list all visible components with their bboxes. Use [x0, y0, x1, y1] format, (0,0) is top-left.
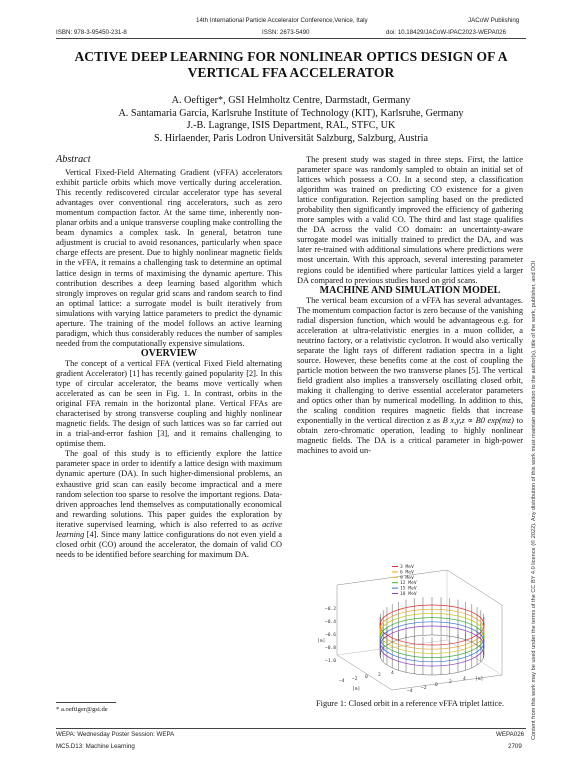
y-tick-label: 2 — [449, 680, 452, 685]
abstract-text: Vertical Fixed-Field Alternating Gradient (vFFA) accelerators exhibit particle orbits which move vertically during acceleration. This recently rediscovered circular accelerator type has several advantages over conventional ring accelerators, such as zero momentum compaction factor. At the same time, inherently non-planar orbits and a unique transverse coupling make controlling the beam dynamics a complex task. In general, betatron tune adjustment is crucial to avoid resonances, particularly when space charge effects are present. Due to highly nonlinear magnetic fields in the vFFA, it remains a challenging task to determine an optimal lattice design in terms of maximising the dynamic aperture. This contribution describes a deep learning based algorithm which strongly improves on regular grid scans and random search to find an optimal lattice: a surrogate model is built iteratively from simulations with varying lattice parameters to predict the dynamic aperture. The training of the model follows an active learning paradigm, which thus considerably reduces the number of samples needed from the computationally expensive simulations. — [56, 168, 282, 348]
overview-paragraph-1: The concept of a vertical FFA (vertical Fixed Field alternating gradient Accelerator) [1] has recently gained popularity [2]. In this type of circular accelerator, the beams move vertically when accelerated as can be seen in Fig. 1. In contrast, orbits in the original FFA remain in the horizontal plane. Vertical FFAs are characterised by strong transverse coupling and highly nonlinear magnetic fields. The design of such lattices was so far carried out in a trial-and-error fashion [3], and it remains challenging to optimise them. — [56, 358, 282, 449]
machine-paragraph — [297, 296, 523, 457]
left-column — [56, 155, 282, 560]
orbit-traces — [380, 597, 484, 675]
energy-legend — [392, 564, 417, 597]
y-tick-label: −4 — [407, 689, 413, 694]
field-formula: B x,y,z ∝ B0 exp(mz) — [442, 416, 514, 426]
page-number: 2709 — [508, 743, 522, 750]
author-list — [56, 95, 526, 145]
machine-text-a: The vertical beam excursion of a vFFA has several advantages. The momentum compaction factor is zero because of the vanishing radial dispersion function, which would be advantageous e.g. for acceleration at ultra-relativistic energies in a muon collider, a neutrino factory, or a relativistic cyclotron. It would also vertically separate the light rays of different radiation spectra in a light source. However, these benefits come at the cost of coupling the particle motion between the two transverse planes [5]. The vertical field gradient also implies a transversely oscillating closed orbit, making it challenging to derive essential accelerator parameters and optics other than by numerical modelling. In addition to this, the scaling condition requires magnetic fields that increase exponentially in the vertical direction z as — [297, 295, 523, 426]
z-tick-label: −0.6 — [325, 633, 337, 638]
y-axis-ticks — [407, 676, 466, 694]
x-axis-ticks — [339, 670, 394, 684]
x-tick-label: −4 — [339, 679, 345, 684]
issn: ISSN: 2673-5490 — [262, 29, 310, 36]
z-tick-label: −0.8 — [325, 646, 337, 651]
legend-entry: 6 MeV — [400, 570, 414, 576]
footnote-rule — [56, 702, 116, 703]
x-tick-label: −2 — [352, 677, 358, 682]
footnote-email: * a.oeftiger@gsi.de — [56, 706, 108, 713]
conference-name: 14th International Particle Accelerator Conference,Venice, Italy — [196, 17, 368, 24]
publisher-name: JACoW Publishing — [468, 17, 520, 24]
right-column — [297, 155, 523, 456]
legend-entry: 9 MeV — [400, 575, 414, 581]
title-line: ACTIVE DEEP LEARNING FOR NONLINEAR OPTICS DESIGN OF A — [74, 49, 508, 64]
x-tick-label: 0 — [365, 675, 368, 680]
isbn: ISBN: 978-3-95450-231-8 — [56, 29, 127, 36]
category: MC5.D13: Machine Learning — [56, 743, 135, 750]
y-tick-label: 4 — [463, 677, 466, 682]
z-tick-label: −0.2 — [325, 607, 337, 612]
footer-rule — [56, 728, 526, 729]
title-line: VERTICAL FFA ACCELERATOR — [187, 64, 395, 80]
figure-caption: Figure 1: Closed orbit in a reference vFFA triplet lattice. — [316, 699, 504, 708]
intro-paragraph: The present study was staged in three steps. First, the lattice parameter space was randomly sampled to obtain an initial set of lattices which possess a CO. In a second step, a classification algorithm was trained on predicting CO existence for a given lattice configuration. Rejection sampling based on the predicted probability then significantly improved the efficiency of gathering more samples with a valid CO. The third and last stage qualifies the DA across the valid CO domain: an uncertainty-aware surrogate model was initially trained to predict the DA, and was later re-trained with additional simulations where predictions were most uncertain. With this approach, several interesting parameter regions could be identified where particular lattices yield a larger DA compared to previous studies based on grid scans. — [297, 155, 523, 285]
header-rule — [56, 38, 526, 39]
overview-heading: OVERVIEW — [140, 347, 198, 359]
machine-text-b: to obtain zero-chromatic operation, leading to highly nonlinear magnetic fields. The DA is a critical parameter in high-power machines to avoid un- — [297, 416, 523, 456]
author-line: A. Oeftiger*, GSI Helmholtz Centre, Darmstadt, Germany — [171, 95, 411, 106]
author-line: A. Santamaria Garcia, Karlsruhe Institute of Technology (KIT), Karlsruhe, Germany — [118, 107, 464, 119]
x-tick-label: 2 — [378, 673, 381, 678]
doi: doi: 10.18429/JACoW-IPAC2023-WEPA026 — [386, 29, 507, 36]
y-axis-label: [m] — [475, 677, 484, 682]
paper-id: WEPA026 — [496, 731, 525, 738]
overview-p2-start: The goal of this study is to efficiently explore the lattice parameter space in order to identify a lattice design with maximum dynamic aperture (DA). In such higher-dimensional problems, an exhaustive grid scan can easily become impractical and a mere random selection too sparse to resolve the important regions. Data-driven approaches lend themselves as computationally economical and rewarding solutions. This paper guides the exploration by iterative supervised learning, which is also referred to as — [56, 449, 282, 529]
z-axis-label: [m] — [317, 639, 326, 644]
overview-paragraph-2 — [56, 449, 282, 560]
machine-heading: MACHINE AND SIMULATION MODEL — [319, 284, 501, 296]
legend-entry: 3 MeV — [400, 565, 414, 570]
licence-side-text: Content from this work may be used under the terms of the CC BY 4.0 licence (© 2022). Any distribution of this work must maintain attribution to the author(s), title of the work, publisher, and DOI — [531, 260, 537, 740]
closed-orbit-figure — [297, 560, 523, 695]
session-name: WEPA: Wednesday Poster Session: WEPA — [56, 731, 175, 738]
paper-title — [56, 49, 526, 80]
z-axis-ticks — [325, 606, 336, 664]
legend-entry: 12 MeV — [400, 581, 417, 587]
abstract-heading: Abstract — [56, 154, 91, 165]
legend-entry: 18 MeV — [400, 592, 417, 597]
active-learning-term: active learning — [56, 519, 282, 539]
x-axis-label: [m] — [352, 687, 361, 692]
author-line: J.-B. Lagrange, ISIS Department, RAL, STFC, UK — [186, 120, 396, 132]
z-tick-label: −1.0 — [325, 659, 337, 664]
y-tick-label: −2 — [421, 686, 427, 691]
legend-entry: 15 MeV — [400, 586, 417, 592]
author-line: S. Hirlaender, Paris Lodron Universität Salzburg, Salzburg, Austria — [154, 132, 428, 144]
y-tick-label: 0 — [435, 683, 438, 688]
overview-p2-end: [4]. Since many lattice configurations do not even yield a closed orbit (CO) around the accelerator, the domain of valid CO needs to be identified before searching for maximum DA. — [56, 529, 282, 559]
z-tick-label: −0.4 — [325, 620, 337, 625]
x-tick-label: 4 — [391, 671, 394, 676]
